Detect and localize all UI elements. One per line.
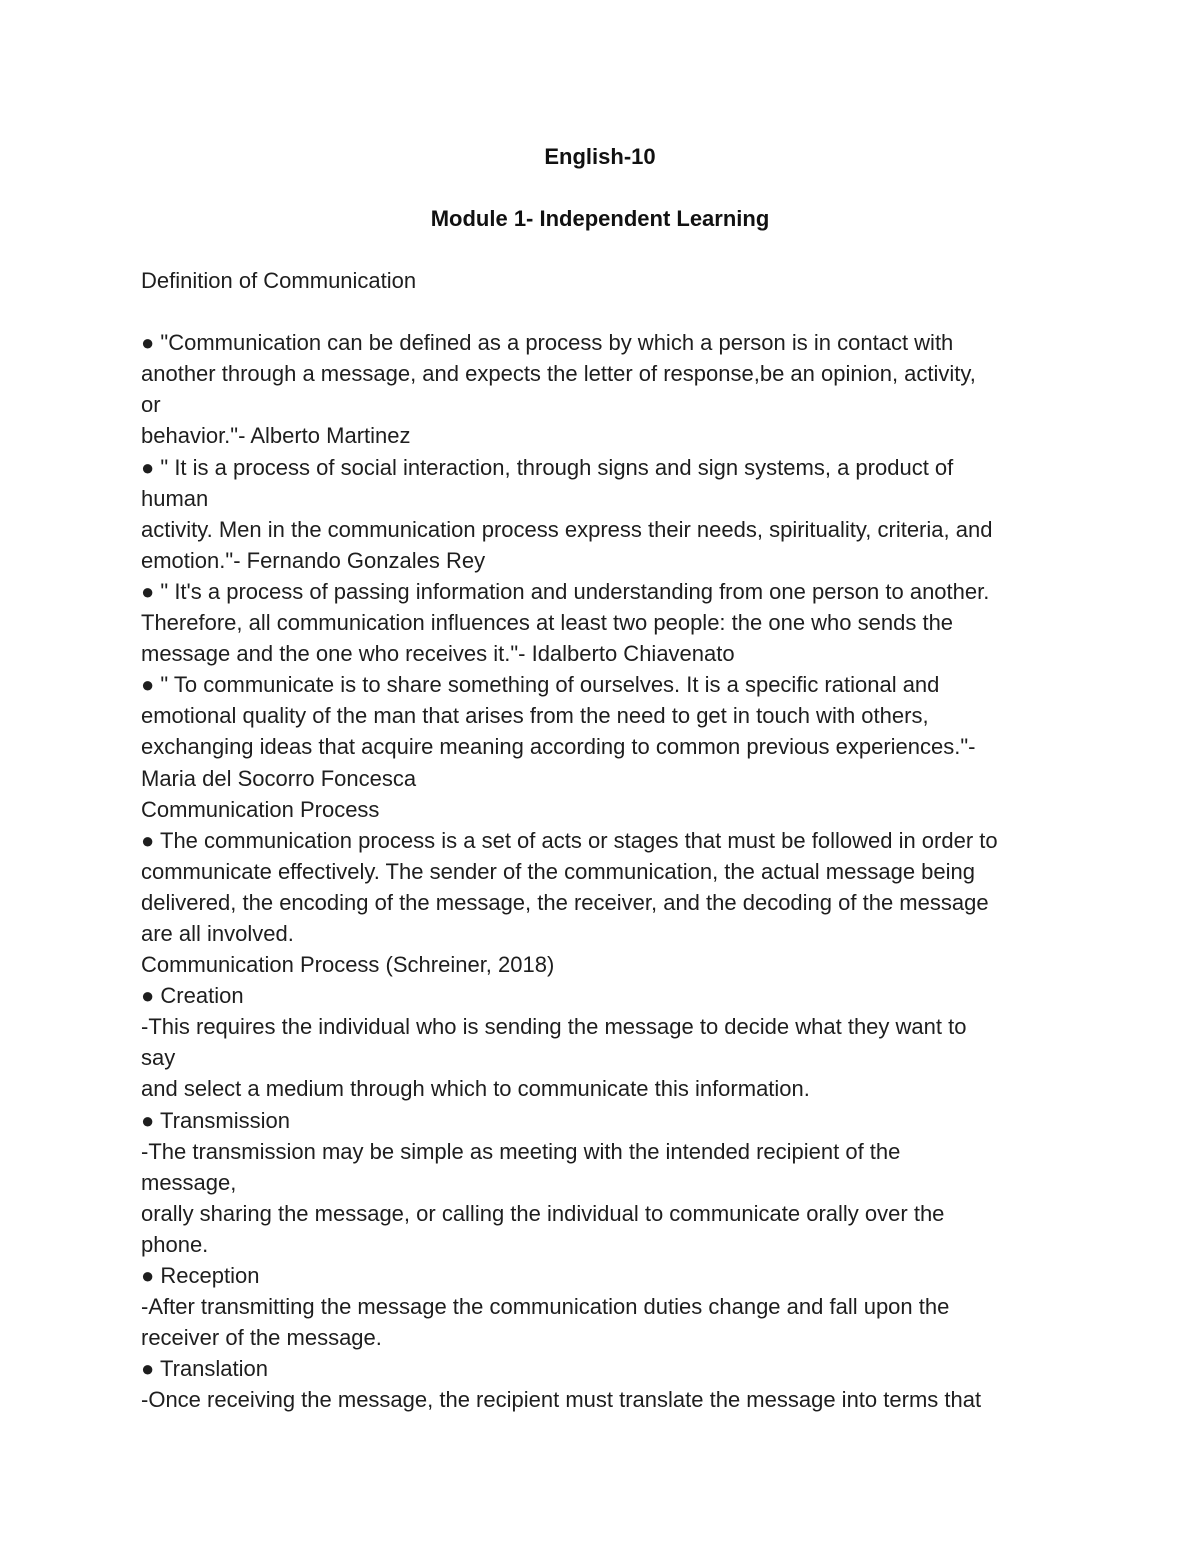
- text-line: message,: [141, 1169, 237, 1195]
- text-line: ● Translation: [141, 1356, 269, 1382]
- document-subtitle: Module 1- Independent Learning: [430, 206, 770, 231]
- text-line: behavior."- Alberto Martinez: [141, 423, 411, 449]
- text-line: activity. Men in the communication process express their needs, spirituality, criteria, and: [141, 516, 993, 542]
- text-line: -The transmission may be simple as meeting with the intended recipient of the: [141, 1138, 901, 1164]
- text-line: or: [141, 392, 161, 418]
- section-heading-definition: Definition of Communication: [141, 268, 417, 293]
- text-line: Communication Process (Schreiner, 2018): [141, 952, 555, 978]
- text-line: -Once receiving the message, the recipient must translate the message into terms that: [141, 1387, 982, 1413]
- text-line: exchanging ideas that acquire meaning according to common previous experiences."-: [141, 734, 976, 760]
- text-line: another through a message, and expects the letter of response,be an opinion, activity,: [141, 361, 976, 387]
- body-lines: [141, 327, 1081, 1415]
- text-line: are all involved.: [141, 920, 294, 946]
- text-line: ● Transmission: [141, 1107, 290, 1133]
- text-line: orally sharing the message, or calling the individual to communicate orally over the: [141, 1200, 945, 1226]
- document-body: [141, 265, 1081, 1415]
- text-line: ● Creation: [141, 983, 244, 1009]
- text-line: -After transmitting the message the communication duties change and fall upon the: [141, 1294, 950, 1320]
- text-line: receiver of the message.: [141, 1325, 382, 1351]
- text-line: ● " It's a process of passing information and understanding from one person to another.: [141, 578, 990, 604]
- text-line: say: [141, 1045, 176, 1071]
- text-line: phone.: [141, 1231, 209, 1257]
- text-line: ● " To communicate is to share something of ourselves. It is a specific rational and: [141, 672, 940, 698]
- text-line: ● Reception: [141, 1263, 260, 1288]
- text-line: emotional quality of the man that arises from the need to get in touch with others,: [141, 703, 929, 729]
- text-line: ● "Communication can be defined as a process by which a person is in contact with: [141, 330, 954, 356]
- text-line: message and the one who receives it."- Idalberto Chiavenato: [141, 641, 735, 667]
- text-line: Therefore, all communication influences at least two people: the one who sends the: [141, 610, 954, 636]
- text-line: ● The communication process is a set of acts or stages that must be followed in order to: [141, 827, 998, 853]
- document-title: English-10: [544, 144, 656, 169]
- text-line: ● " It is a process of social interaction, through signs and sign systems, a product of: [141, 454, 954, 480]
- text-line: communicate effectively. The sender of the communication, the actual message being: [141, 858, 976, 884]
- blank-line: [141, 296, 1081, 327]
- text-line: human: [141, 485, 209, 511]
- text-line: Communication Process: [141, 796, 380, 822]
- text-line: delivered, the encoding of the message, the receiver, and the decoding of the message: [141, 889, 989, 915]
- text-line: -This requires the individual who is sending the message to decide what they want to: [141, 1014, 967, 1040]
- text-line: emotion."- Fernando Gonzales Rey: [141, 547, 486, 573]
- text-line: and select a medium through which to communicate this information.: [141, 1076, 810, 1102]
- text-line: Maria del Socorro Foncesca: [141, 765, 417, 791]
